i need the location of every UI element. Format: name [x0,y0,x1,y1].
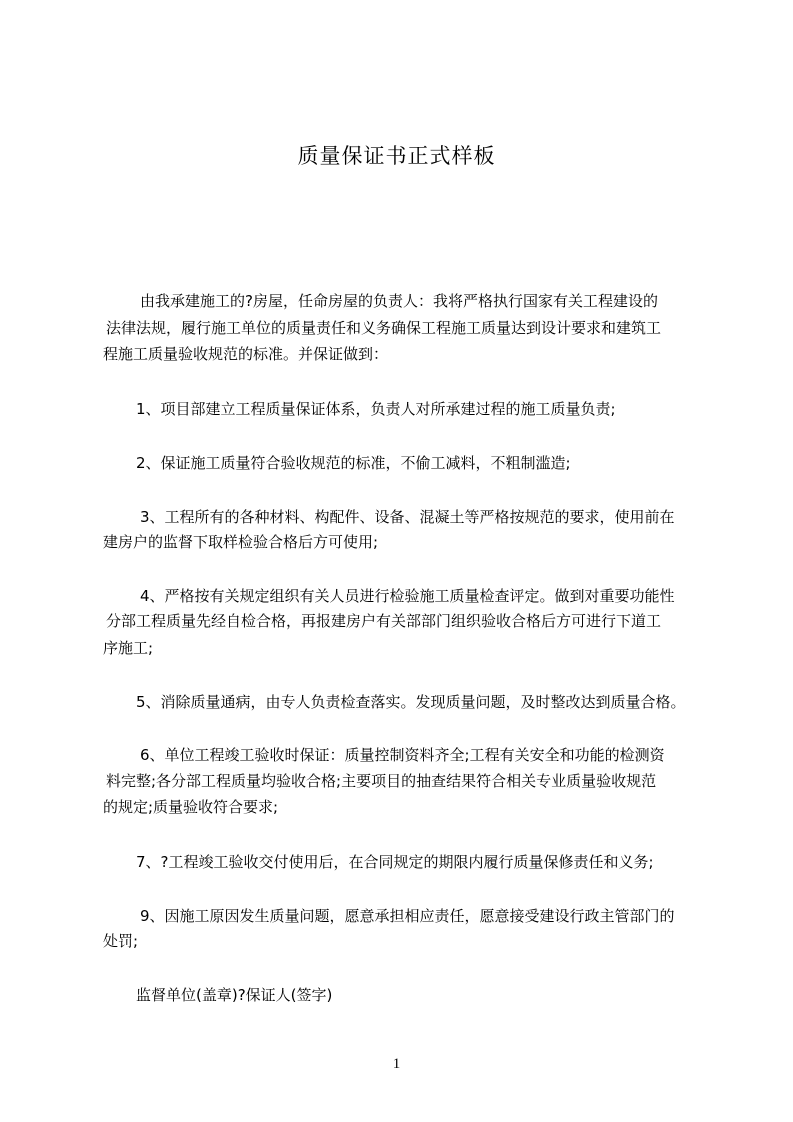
intro-line: 由我承建施工的?房屋，任命房屋的负责人：我将严格执行国家有关工程建设的 [140,292,658,310]
clause-line: 1、项目部建立工程质量保证体系，负责人对所承建过程的施工质量负责; [136,400,616,418]
clause-line: 的规定;质量验收符合要求; [103,798,279,816]
intro-line: 法律法规，履行施工单位的质量责任和义务确保工程施工质量达到设计要求和建筑工 [106,319,662,337]
clause-line: 序施工; [103,639,154,657]
clause-line: 6、单位工程竣工验收时保证：质量控制资料齐全;工程有关安全和功能的检测资 [140,746,665,764]
clause-line: 建房户的监督下取样检验合格后方可使用; [103,533,379,551]
clause-line: 分部工程质量先经自检合格，再报建房户有关部部门组织验收合格后方可进行下道工 [106,612,662,630]
clause-line: 处罚; [103,932,139,950]
intro-line: 程施工质量验收规范的标准。并保证做到： [103,345,389,363]
clause-line: 7、?工程竣工验收交付使用后，在合同规定的期限内履行质量保修责任和义务; [136,853,654,871]
clause-line: 2、保证施工质量符合验收规范的标准，不偷工减料，不粗制滥造; [136,454,571,472]
clause-line: 5、消除质量通病，由专人负责检查落实。发现质量问题，及时整改达到质量合格。 [136,693,686,711]
signature-line: 监督单位(盖章)?保证人(签字) [136,986,333,1004]
document-title: 质量保证书正式样板 [297,144,496,168]
clause-line: 9、因施工原因发生质量问题，愿意承担相应责任，愿意接受建设行政主管部门的 [140,907,675,925]
clause-line: 3、工程所有的各种材料、构配件、设备、混凝土等严格按规范的要求，使用前在 [140,508,675,526]
page-number: 1 [392,1056,401,1072]
clause-line: 4、严格按有关规定组织有关人员进行检验施工质量检查评定。做到对重要功能性 [140,587,675,605]
clause-line: 料完整;各分部工程质量均验收合格;主要项目的抽查结果符合相关专业质量验收规范 [106,772,657,790]
